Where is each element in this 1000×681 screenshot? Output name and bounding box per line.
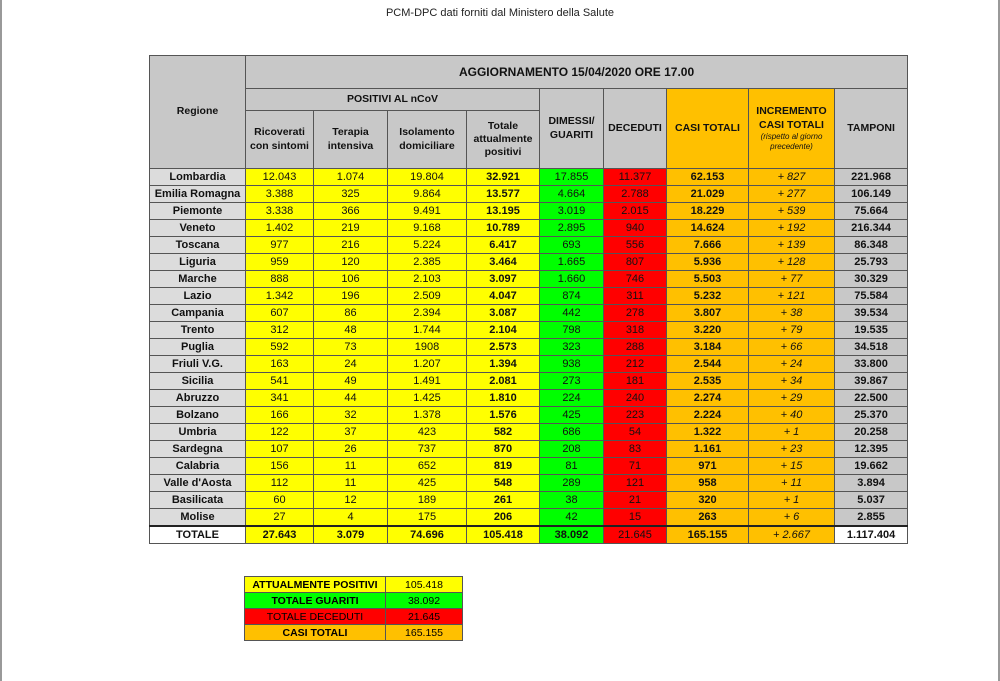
- cell-deceduti: 11.377: [604, 169, 667, 186]
- cell-deceduti: 311: [604, 288, 667, 305]
- cell-regione: Umbria: [150, 424, 246, 441]
- cell-tamponi: 75.664: [835, 203, 908, 220]
- cell-ricoverati: 977: [246, 237, 314, 254]
- cell-terapia: 32: [314, 407, 388, 424]
- cell-tamponi: 20.258: [835, 424, 908, 441]
- table-row: [150, 407, 908, 424]
- cell-casi-totali: 62.153: [667, 169, 749, 186]
- table-row: [150, 220, 908, 237]
- cell-casi-totali: 21.029: [667, 186, 749, 203]
- cell-deceduti: 54: [604, 424, 667, 441]
- cell-terapia: 1.074: [314, 169, 388, 186]
- cell-dimessi: 273: [540, 373, 604, 390]
- cell-isolamento: 2.103: [388, 271, 467, 288]
- cell-isolamento: 1.744: [388, 322, 467, 339]
- summary-casi-label: CASI TOTALI: [245, 625, 386, 641]
- cell-isolamento: 9.864: [388, 186, 467, 203]
- cell-isolamento: 2.509: [388, 288, 467, 305]
- cell-dimessi: 938: [540, 356, 604, 373]
- cell-regione: Bolzano: [150, 407, 246, 424]
- cell-isolamento: 1908: [388, 339, 467, 356]
- table-row: [150, 169, 908, 186]
- cell-ricoverati: 156: [246, 458, 314, 475]
- header-deceduti: DECEDUTI: [604, 89, 667, 169]
- cell-ricoverati: 107: [246, 441, 314, 458]
- header-incremento: [749, 89, 835, 169]
- header-positivi-group: POSITIVI AL nCoV: [246, 89, 540, 111]
- summary-deceduti-label: TOTALE DECEDUTI: [245, 609, 386, 625]
- table-row: [150, 339, 908, 356]
- cell-isolamento: 2.394: [388, 305, 467, 322]
- cell-tamponi: 22.500: [835, 390, 908, 407]
- cell-ricoverati: 163: [246, 356, 314, 373]
- cell-totale-positivi: 819: [467, 458, 540, 475]
- cell-regione: Veneto: [150, 220, 246, 237]
- cell-terapia: 219: [314, 220, 388, 237]
- cell-terapia: 49: [314, 373, 388, 390]
- cell-tamponi: 106.149: [835, 186, 908, 203]
- cell-tamponi: 25.370: [835, 407, 908, 424]
- cell-regione: Marche: [150, 271, 246, 288]
- cell-terapia: 366: [314, 203, 388, 220]
- cell-isolamento: 19.804: [388, 169, 467, 186]
- summary-table: [244, 576, 463, 641]
- cell-ricoverati: 959: [246, 254, 314, 271]
- cell-deceduti: 278: [604, 305, 667, 322]
- cell-dimessi: 686: [540, 424, 604, 441]
- cell-casi-totali: 2.544: [667, 356, 749, 373]
- table-row: [150, 271, 908, 288]
- cell-ricoverati: 60: [246, 492, 314, 509]
- table-row: [150, 305, 908, 322]
- cell-tamponi: 5.037: [835, 492, 908, 509]
- cell-dimessi: 323: [540, 339, 604, 356]
- cell-totale-positivi: 4.047: [467, 288, 540, 305]
- total-cell-casi-totali: 165.155: [667, 526, 749, 544]
- cell-terapia: 12: [314, 492, 388, 509]
- document-title: PCM-DPC dati forniti dal Ministero della Salute: [385, 7, 615, 19]
- cell-regione: Emilia Romagna: [150, 186, 246, 203]
- cell-tamponi: 2.855: [835, 509, 908, 527]
- cell-casi-totali: 3.220: [667, 322, 749, 339]
- cell-casi-totali: 971: [667, 458, 749, 475]
- table-row: [150, 509, 908, 527]
- cell-casi-totali: 18.229: [667, 203, 749, 220]
- cell-deceduti: 15: [604, 509, 667, 527]
- cell-incremento: + 121: [749, 288, 835, 305]
- cell-dimessi: 224: [540, 390, 604, 407]
- table-row: [150, 390, 908, 407]
- total-cell-totale-positivi: 105.418: [467, 526, 540, 544]
- cell-isolamento: 423: [388, 424, 467, 441]
- cell-tamponi: 33.800: [835, 356, 908, 373]
- cell-dimessi: 17.855: [540, 169, 604, 186]
- cell-regione: Trento: [150, 322, 246, 339]
- total-cell-tamponi: 1.117.404: [835, 526, 908, 544]
- cell-totale-positivi: 206: [467, 509, 540, 527]
- cell-deceduti: 83: [604, 441, 667, 458]
- cell-incremento: + 6: [749, 509, 835, 527]
- cell-totale-positivi: 870: [467, 441, 540, 458]
- cell-ricoverati: 607: [246, 305, 314, 322]
- cell-totale-positivi: 1.810: [467, 390, 540, 407]
- cell-incremento: + 29: [749, 390, 835, 407]
- total-cell-isolamento: 74.696: [388, 526, 467, 544]
- cell-ricoverati: 166: [246, 407, 314, 424]
- summary-row-deceduti: [245, 609, 463, 625]
- cell-tamponi: 3.894: [835, 475, 908, 492]
- header-incremento-sub: (rispetto al giorno precedente): [760, 131, 823, 151]
- table-row: [150, 492, 908, 509]
- cell-ricoverati: 312: [246, 322, 314, 339]
- cell-ricoverati: 1.402: [246, 220, 314, 237]
- cell-ricoverati: 592: [246, 339, 314, 356]
- cell-incremento: + 128: [749, 254, 835, 271]
- header-isolamento: Isolamento domiciliare: [388, 111, 467, 169]
- cell-totale-positivi: 13.195: [467, 203, 540, 220]
- summary-casi-value: 165.155: [386, 625, 463, 641]
- table-body: [150, 169, 908, 544]
- cell-deceduti: 71: [604, 458, 667, 475]
- cell-terapia: 11: [314, 458, 388, 475]
- total-cell-ricoverati: 27.643: [246, 526, 314, 544]
- cell-totale-positivi: 1.394: [467, 356, 540, 373]
- cell-incremento: + 139: [749, 237, 835, 254]
- cell-casi-totali: 1.161: [667, 441, 749, 458]
- cell-terapia: 11: [314, 475, 388, 492]
- cell-dimessi: 4.664: [540, 186, 604, 203]
- cell-tamponi: 39.867: [835, 373, 908, 390]
- header-totale-positivi: Totale attualmente positivi: [467, 111, 540, 169]
- cell-tamponi: 19.662: [835, 458, 908, 475]
- cell-isolamento: 1.425: [388, 390, 467, 407]
- cell-totale-positivi: 2.573: [467, 339, 540, 356]
- table-row: [150, 424, 908, 441]
- total-row: [150, 526, 908, 544]
- cell-isolamento: 1.491: [388, 373, 467, 390]
- cell-terapia: 48: [314, 322, 388, 339]
- cell-dimessi: 42: [540, 509, 604, 527]
- cell-totale-positivi: 1.576: [467, 407, 540, 424]
- header-terapia: Terapia intensiva: [314, 111, 388, 169]
- cell-deceduti: 223: [604, 407, 667, 424]
- cell-totale-positivi: 261: [467, 492, 540, 509]
- summary-guariti-label: TOTALE GUARITI: [245, 593, 386, 609]
- cell-tamponi: 39.534: [835, 305, 908, 322]
- table-row: [150, 186, 908, 203]
- cell-incremento: + 77: [749, 271, 835, 288]
- cell-totale-positivi: 2.104: [467, 322, 540, 339]
- cell-tamponi: 75.584: [835, 288, 908, 305]
- cell-tamponi: 216.344: [835, 220, 908, 237]
- cell-totale-positivi: 10.789: [467, 220, 540, 237]
- cell-terapia: 24: [314, 356, 388, 373]
- cell-dimessi: 2.895: [540, 220, 604, 237]
- table-row: [150, 458, 908, 475]
- cell-ricoverati: 888: [246, 271, 314, 288]
- cell-terapia: 73: [314, 339, 388, 356]
- cell-isolamento: 175: [388, 509, 467, 527]
- cell-dimessi: 693: [540, 237, 604, 254]
- cell-incremento: + 15: [749, 458, 835, 475]
- cell-dimessi: 38: [540, 492, 604, 509]
- header-ricoverati: Ricoverati con sintomi: [246, 111, 314, 169]
- summary-row-casi: [245, 625, 463, 641]
- cell-incremento: + 38: [749, 305, 835, 322]
- summary-row-guariti: [245, 593, 463, 609]
- cell-tamponi: 30.329: [835, 271, 908, 288]
- cell-casi-totali: 320: [667, 492, 749, 509]
- cell-deceduti: 556: [604, 237, 667, 254]
- cell-incremento: + 40: [749, 407, 835, 424]
- cell-regione: Puglia: [150, 339, 246, 356]
- total-cell-deceduti: 21.645: [604, 526, 667, 544]
- header-regione: Regione: [150, 56, 246, 169]
- table-row: [150, 237, 908, 254]
- cell-isolamento: 1.207: [388, 356, 467, 373]
- cell-isolamento: 189: [388, 492, 467, 509]
- cell-regione: Campania: [150, 305, 246, 322]
- cell-totale-positivi: 548: [467, 475, 540, 492]
- summary-positivi-label: ATTUALMENTE POSITIVI: [245, 577, 386, 593]
- cell-isolamento: 1.378: [388, 407, 467, 424]
- cell-regione: Lombardia: [150, 169, 246, 186]
- cell-terapia: 216: [314, 237, 388, 254]
- cell-incremento: + 539: [749, 203, 835, 220]
- cell-casi-totali: 2.274: [667, 390, 749, 407]
- cell-dimessi: 1.665: [540, 254, 604, 271]
- cell-incremento: + 1: [749, 492, 835, 509]
- total-cell-incremento: + 2.667: [749, 526, 835, 544]
- header-update: AGGIORNAMENTO 15/04/2020 ORE 17.00: [246, 56, 908, 89]
- cell-ricoverati: 27: [246, 509, 314, 527]
- cell-casi-totali: 5.936: [667, 254, 749, 271]
- cell-isolamento: 2.385: [388, 254, 467, 271]
- table-row: [150, 254, 908, 271]
- cell-totale-positivi: 3.087: [467, 305, 540, 322]
- cell-casi-totali: 3.184: [667, 339, 749, 356]
- cell-casi-totali: 5.232: [667, 288, 749, 305]
- cell-regione: Calabria: [150, 458, 246, 475]
- cell-regione: Abruzzo: [150, 390, 246, 407]
- cell-ricoverati: 341: [246, 390, 314, 407]
- cell-isolamento: 5.224: [388, 237, 467, 254]
- table-row: [150, 203, 908, 220]
- cell-ricoverati: 541: [246, 373, 314, 390]
- cell-dimessi: 289: [540, 475, 604, 492]
- cell-dimessi: 425: [540, 407, 604, 424]
- cell-tamponi: 25.793: [835, 254, 908, 271]
- cell-casi-totali: 7.666: [667, 237, 749, 254]
- cell-tamponi: 86.348: [835, 237, 908, 254]
- cell-incremento: + 277: [749, 186, 835, 203]
- total-cell-terapia: 3.079: [314, 526, 388, 544]
- cell-dimessi: 81: [540, 458, 604, 475]
- cell-terapia: 4: [314, 509, 388, 527]
- cell-deceduti: 318: [604, 322, 667, 339]
- cell-casi-totali: 958: [667, 475, 749, 492]
- cell-tamponi: 221.968: [835, 169, 908, 186]
- cell-terapia: 106: [314, 271, 388, 288]
- cell-regione: Liguria: [150, 254, 246, 271]
- summary-positivi-value: 105.418: [386, 577, 463, 593]
- cell-casi-totali: 14.624: [667, 220, 749, 237]
- total-cell-dimessi: 38.092: [540, 526, 604, 544]
- cell-totale-positivi: 2.081: [467, 373, 540, 390]
- cell-regione: Piemonte: [150, 203, 246, 220]
- cell-terapia: 86: [314, 305, 388, 322]
- cell-ricoverati: 122: [246, 424, 314, 441]
- regional-data-table: [149, 55, 908, 544]
- summary-row-positivi: [245, 577, 463, 593]
- cell-deceduti: 807: [604, 254, 667, 271]
- cell-dimessi: 3.019: [540, 203, 604, 220]
- cell-isolamento: 9.491: [388, 203, 467, 220]
- cell-casi-totali: 1.322: [667, 424, 749, 441]
- header-casi-totali: CASI TOTALI: [667, 89, 749, 169]
- cell-terapia: 44: [314, 390, 388, 407]
- cell-terapia: 325: [314, 186, 388, 203]
- cell-dimessi: 208: [540, 441, 604, 458]
- table-row: [150, 322, 908, 339]
- table-row: [150, 441, 908, 458]
- cell-terapia: 26: [314, 441, 388, 458]
- cell-casi-totali: 263: [667, 509, 749, 527]
- table-row: [150, 356, 908, 373]
- cell-dimessi: 1.660: [540, 271, 604, 288]
- cell-incremento: + 24: [749, 356, 835, 373]
- cell-terapia: 37: [314, 424, 388, 441]
- table-row: [150, 373, 908, 390]
- cell-regione: Friuli V.G.: [150, 356, 246, 373]
- cell-deceduti: 940: [604, 220, 667, 237]
- cell-deceduti: 2.788: [604, 186, 667, 203]
- header-dimessi: DIMESSI/ GUARITI: [540, 89, 604, 169]
- cell-deceduti: 121: [604, 475, 667, 492]
- cell-incremento: + 11: [749, 475, 835, 492]
- cell-dimessi: 874: [540, 288, 604, 305]
- cell-terapia: 196: [314, 288, 388, 305]
- cell-deceduti: 21: [604, 492, 667, 509]
- cell-isolamento: 425: [388, 475, 467, 492]
- cell-incremento: + 1: [749, 424, 835, 441]
- cell-casi-totali: 2.535: [667, 373, 749, 390]
- cell-ricoverati: 112: [246, 475, 314, 492]
- summary-deceduti-value: 21.645: [386, 609, 463, 625]
- cell-regione: Molise: [150, 509, 246, 527]
- cell-totale-positivi: 3.097: [467, 271, 540, 288]
- cell-dimessi: 442: [540, 305, 604, 322]
- cell-regione: Sardegna: [150, 441, 246, 458]
- cell-regione: Sicilia: [150, 373, 246, 390]
- cell-casi-totali: 3.807: [667, 305, 749, 322]
- cell-deceduti: 240: [604, 390, 667, 407]
- cell-incremento: + 192: [749, 220, 835, 237]
- header-incremento-label: INCREMENTO CASI TOTALI: [756, 105, 827, 131]
- cell-isolamento: 737: [388, 441, 467, 458]
- cell-totale-positivi: 582: [467, 424, 540, 441]
- cell-deceduti: 212: [604, 356, 667, 373]
- cell-regione: Lazio: [150, 288, 246, 305]
- cell-totale-positivi: 6.417: [467, 237, 540, 254]
- cell-totale-positivi: 32.921: [467, 169, 540, 186]
- cell-ricoverati: 12.043: [246, 169, 314, 186]
- cell-incremento: + 66: [749, 339, 835, 356]
- cell-tamponi: 34.518: [835, 339, 908, 356]
- cell-ricoverati: 3.388: [246, 186, 314, 203]
- cell-dimessi: 798: [540, 322, 604, 339]
- cell-incremento: + 23: [749, 441, 835, 458]
- cell-casi-totali: 2.224: [667, 407, 749, 424]
- cell-totale-positivi: 13.577: [467, 186, 540, 203]
- cell-tamponi: 12.395: [835, 441, 908, 458]
- cell-deceduti: 288: [604, 339, 667, 356]
- cell-ricoverati: 1.342: [246, 288, 314, 305]
- table-row: [150, 475, 908, 492]
- header-tamponi: TAMPONI: [835, 89, 908, 169]
- cell-terapia: 120: [314, 254, 388, 271]
- cell-ricoverati: 3.338: [246, 203, 314, 220]
- cell-isolamento: 652: [388, 458, 467, 475]
- cell-regione: Basilicata: [150, 492, 246, 509]
- cell-regione: Toscana: [150, 237, 246, 254]
- cell-incremento: + 827: [749, 169, 835, 186]
- cell-casi-totali: 5.503: [667, 271, 749, 288]
- table-row: [150, 288, 908, 305]
- cell-deceduti: 181: [604, 373, 667, 390]
- cell-deceduti: 746: [604, 271, 667, 288]
- cell-tamponi: 19.535: [835, 322, 908, 339]
- cell-deceduti: 2.015: [604, 203, 667, 220]
- cell-totale-positivi: 3.464: [467, 254, 540, 271]
- cell-regione: Valle d'Aosta: [150, 475, 246, 492]
- summary-guariti-value: 38.092: [386, 593, 463, 609]
- cell-incremento: + 34: [749, 373, 835, 390]
- total-cell-regione: TOTALE: [150, 526, 246, 544]
- cell-isolamento: 9.168: [388, 220, 467, 237]
- cell-incremento: + 79: [749, 322, 835, 339]
